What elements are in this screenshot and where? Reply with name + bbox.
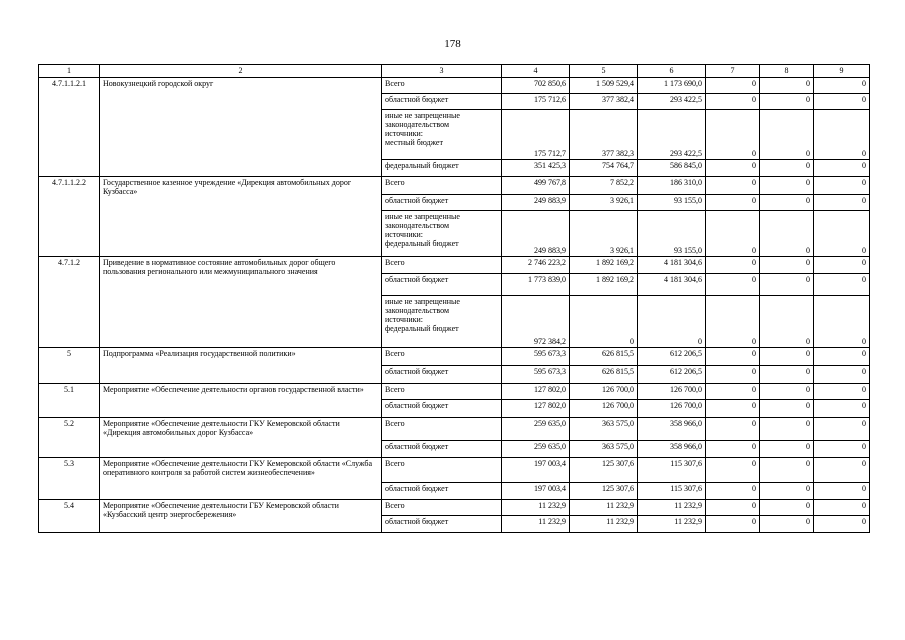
- amount-cell: 0: [706, 160, 760, 177]
- table-row: [39, 78, 870, 94]
- amount-cell: 612 206,5: [638, 348, 706, 366]
- amount-cell: 0: [706, 516, 760, 533]
- amount-cell: 363 575,0: [570, 441, 638, 458]
- amount-cell: 0: [760, 257, 814, 274]
- amount-cell: 293 422,5: [638, 110, 706, 160]
- funding-source: областной бюджет: [382, 366, 502, 384]
- amount-cell: 115 307,6: [638, 458, 706, 483]
- amount-cell: 358 966,0: [638, 418, 706, 441]
- amount-cell: 175 712,7: [502, 110, 570, 160]
- item-code: 4.7.1.2: [39, 257, 100, 348]
- col-header: 8: [760, 65, 814, 78]
- item-code: 5.2: [39, 418, 100, 458]
- amount-cell: 249 883,9: [502, 211, 570, 257]
- amount-cell: 595 673,3: [502, 348, 570, 366]
- amount-cell: 0: [814, 384, 870, 400]
- col-header: 5: [570, 65, 638, 78]
- item-name: Мероприятие «Обеспечение деятельности ГКУ Кемеровской области «Служба оперативного контроля за работой систем жизнеобеспечения»: [100, 458, 382, 500]
- amount-cell: 11 232,9: [570, 500, 638, 516]
- amount-cell: 0: [760, 348, 814, 366]
- funding-source: иные не запрещенные законодательством источники: федеральный бюджет: [382, 296, 502, 348]
- amount-cell: 0: [706, 211, 760, 257]
- amount-cell: 972 384,2: [502, 296, 570, 348]
- amount-cell: 0: [760, 366, 814, 384]
- amount-cell: 0: [706, 348, 760, 366]
- amount-cell: 197 003,4: [502, 483, 570, 500]
- amount-cell: 499 767,8: [502, 177, 570, 195]
- amount-cell: 0: [814, 177, 870, 195]
- amount-cell: 197 003,4: [502, 458, 570, 483]
- header-row: [39, 65, 870, 78]
- amount-cell: 0: [814, 483, 870, 500]
- item-code: 5.1: [39, 384, 100, 418]
- amount-cell: 358 966,0: [638, 441, 706, 458]
- item-name: Подпрограмма «Реализация государственной политики»: [100, 348, 382, 384]
- funding-source: областной бюджет: [382, 195, 502, 211]
- table-row: [39, 177, 870, 195]
- amount-cell: 0: [638, 296, 706, 348]
- amount-cell: 0: [706, 418, 760, 441]
- amount-cell: 351 425,3: [502, 160, 570, 177]
- amount-cell: 0: [814, 78, 870, 94]
- amount-cell: 0: [760, 160, 814, 177]
- funding-source: областной бюджет: [382, 94, 502, 110]
- amount-cell: 0: [814, 296, 870, 348]
- amount-cell: 4 181 304,6: [638, 257, 706, 274]
- funding-source: областной бюджет: [382, 516, 502, 533]
- amount-cell: 0: [706, 400, 760, 418]
- col-header: 1: [39, 65, 100, 78]
- amount-cell: 2 746 223,2: [502, 257, 570, 274]
- amount-cell: 11 232,9: [638, 516, 706, 533]
- amount-cell: 0: [760, 296, 814, 348]
- amount-cell: 0: [706, 110, 760, 160]
- funding-source: Всего: [382, 348, 502, 366]
- amount-cell: 0: [760, 94, 814, 110]
- amount-cell: 0: [760, 384, 814, 400]
- item-code: 5.3: [39, 458, 100, 500]
- amount-cell: 0: [570, 296, 638, 348]
- amount-cell: 0: [760, 516, 814, 533]
- amount-cell: 0: [760, 483, 814, 500]
- amount-cell: 626 815,5: [570, 348, 638, 366]
- table-row: [39, 384, 870, 400]
- amount-cell: 0: [814, 110, 870, 160]
- amount-cell: 11 232,9: [502, 500, 570, 516]
- budget-table: [38, 64, 870, 533]
- amount-cell: 0: [706, 177, 760, 195]
- amount-cell: 0: [760, 458, 814, 483]
- amount-cell: 0: [814, 400, 870, 418]
- amount-cell: 249 883,9: [502, 195, 570, 211]
- amount-cell: 612 206,5: [638, 366, 706, 384]
- table-row: [39, 257, 870, 274]
- amount-cell: 702 850,6: [502, 78, 570, 94]
- amount-cell: 127 802,0: [502, 384, 570, 400]
- funding-source: Всего: [382, 384, 502, 400]
- amount-cell: 0: [814, 160, 870, 177]
- funding-source: Всего: [382, 458, 502, 483]
- amount-cell: 1 773 839,0: [502, 274, 570, 296]
- amount-cell: 127 802,0: [502, 400, 570, 418]
- amount-cell: 3 926,1: [570, 195, 638, 211]
- amount-cell: 0: [760, 441, 814, 458]
- amount-cell: 363 575,0: [570, 418, 638, 441]
- amount-cell: 626 815,5: [570, 366, 638, 384]
- amount-cell: 0: [706, 78, 760, 94]
- funding-source: областной бюджет: [382, 274, 502, 296]
- item-name: Мероприятие «Обеспечение деятельности ГБУ Кемеровской области «Кузбасский центр энергосбережения»: [100, 500, 382, 533]
- amount-cell: 1 892 169,2: [570, 257, 638, 274]
- amount-cell: 293 422,5: [638, 94, 706, 110]
- col-header: 2: [100, 65, 382, 78]
- amount-cell: 0: [760, 110, 814, 160]
- item-name: Мероприятие «Обеспечение деятельности органов государственной власти»: [100, 384, 382, 418]
- amount-cell: 0: [814, 348, 870, 366]
- amount-cell: 0: [814, 441, 870, 458]
- funding-source: федеральный бюджет: [382, 160, 502, 177]
- amount-cell: 0: [760, 195, 814, 211]
- amount-cell: 115 307,6: [638, 483, 706, 500]
- amount-cell: 377 382,3: [570, 110, 638, 160]
- funding-source: Всего: [382, 78, 502, 94]
- funding-source: областной бюджет: [382, 400, 502, 418]
- item-code: 4.7.1.1.2.1: [39, 78, 100, 177]
- table-row: [39, 500, 870, 516]
- item-code: 4.7.1.1.2.2: [39, 177, 100, 257]
- amount-cell: 1 509 529,4: [570, 78, 638, 94]
- amount-cell: 0: [814, 516, 870, 533]
- amount-cell: 1 173 690,0: [638, 78, 706, 94]
- amount-cell: 126 700,0: [570, 384, 638, 400]
- amount-cell: 0: [814, 211, 870, 257]
- funding-source: Всего: [382, 177, 502, 195]
- funding-source: областной бюджет: [382, 483, 502, 500]
- amount-cell: 0: [706, 458, 760, 483]
- item-name: Государственное казенное учреждение «Дирекция автомобильных дорог Кузбасса»: [100, 177, 382, 257]
- amount-cell: 0: [760, 500, 814, 516]
- amount-cell: 175 712,6: [502, 94, 570, 110]
- col-header: 7: [706, 65, 760, 78]
- amount-cell: 1 892 169,2: [570, 274, 638, 296]
- page-number: 178: [444, 38, 461, 50]
- amount-cell: 0: [814, 257, 870, 274]
- funding-source: Всего: [382, 500, 502, 516]
- amount-cell: 0: [706, 257, 760, 274]
- amount-cell: 186 310,0: [638, 177, 706, 195]
- amount-cell: 0: [760, 78, 814, 94]
- funding-source: Всего: [382, 418, 502, 441]
- amount-cell: 11 232,9: [638, 500, 706, 516]
- table-row: [39, 418, 870, 441]
- amount-cell: 0: [706, 366, 760, 384]
- amount-cell: 4 181 304,6: [638, 274, 706, 296]
- amount-cell: 0: [706, 500, 760, 516]
- amount-cell: 0: [760, 418, 814, 441]
- amount-cell: 0: [706, 274, 760, 296]
- amount-cell: 0: [760, 400, 814, 418]
- amount-cell: 0: [814, 94, 870, 110]
- amount-cell: 0: [814, 418, 870, 441]
- amount-cell: 259 635,0: [502, 441, 570, 458]
- amount-cell: 3 926,1: [570, 211, 638, 257]
- amount-cell: 259 635,0: [502, 418, 570, 441]
- col-header: 4: [502, 65, 570, 78]
- amount-cell: 0: [814, 274, 870, 296]
- amount-cell: 126 700,0: [638, 384, 706, 400]
- amount-cell: 0: [814, 195, 870, 211]
- amount-cell: 586 845,0: [638, 160, 706, 177]
- amount-cell: 7 852,2: [570, 177, 638, 195]
- amount-cell: 0: [706, 296, 760, 348]
- item-name: Новокузнецкий городской округ: [100, 78, 382, 177]
- item-code: 5: [39, 348, 100, 384]
- amount-cell: 0: [706, 384, 760, 400]
- table-body: [39, 78, 870, 533]
- funding-source: Всего: [382, 257, 502, 274]
- amount-cell: 126 700,0: [570, 400, 638, 418]
- col-header: 9: [814, 65, 870, 78]
- item-name: Приведение в нормативное состояние автомобильных дорог общего пользования регионального или межмуниципального значения: [100, 257, 382, 348]
- amount-cell: 0: [760, 177, 814, 195]
- amount-cell: 0: [814, 366, 870, 384]
- col-header: 3: [382, 65, 502, 78]
- funding-source: иные не запрещенные законодательством источники: местный бюджет: [382, 110, 502, 160]
- amount-cell: 595 673,3: [502, 366, 570, 384]
- amount-cell: 125 307,6: [570, 458, 638, 483]
- funding-source: иные не запрещенные законодательством источники: федеральный бюджет: [382, 211, 502, 257]
- item-name: Мероприятие «Обеспечение деятельности ГКУ Кемеровской области «Дирекция автомобильных дорог Кузбасса»: [100, 418, 382, 458]
- col-header: 6: [638, 65, 706, 78]
- amount-cell: 0: [706, 483, 760, 500]
- amount-cell: 377 382,4: [570, 94, 638, 110]
- item-code: 5.4: [39, 500, 100, 533]
- amount-cell: 0: [814, 458, 870, 483]
- amount-cell: 0: [706, 94, 760, 110]
- amount-cell: 11 232,9: [502, 516, 570, 533]
- amount-cell: 0: [760, 274, 814, 296]
- amount-cell: 93 155,0: [638, 195, 706, 211]
- table-row: [39, 348, 870, 366]
- amount-cell: 126 700,0: [638, 400, 706, 418]
- amount-cell: 0: [706, 195, 760, 211]
- funding-source: областной бюджет: [382, 441, 502, 458]
- amount-cell: 0: [814, 500, 870, 516]
- amount-cell: 0: [760, 211, 814, 257]
- amount-cell: 93 155,0: [638, 211, 706, 257]
- amount-cell: 754 764,7: [570, 160, 638, 177]
- table-row: [39, 458, 870, 483]
- amount-cell: 125 307,6: [570, 483, 638, 500]
- amount-cell: 0: [706, 441, 760, 458]
- amount-cell: 11 232,9: [570, 516, 638, 533]
